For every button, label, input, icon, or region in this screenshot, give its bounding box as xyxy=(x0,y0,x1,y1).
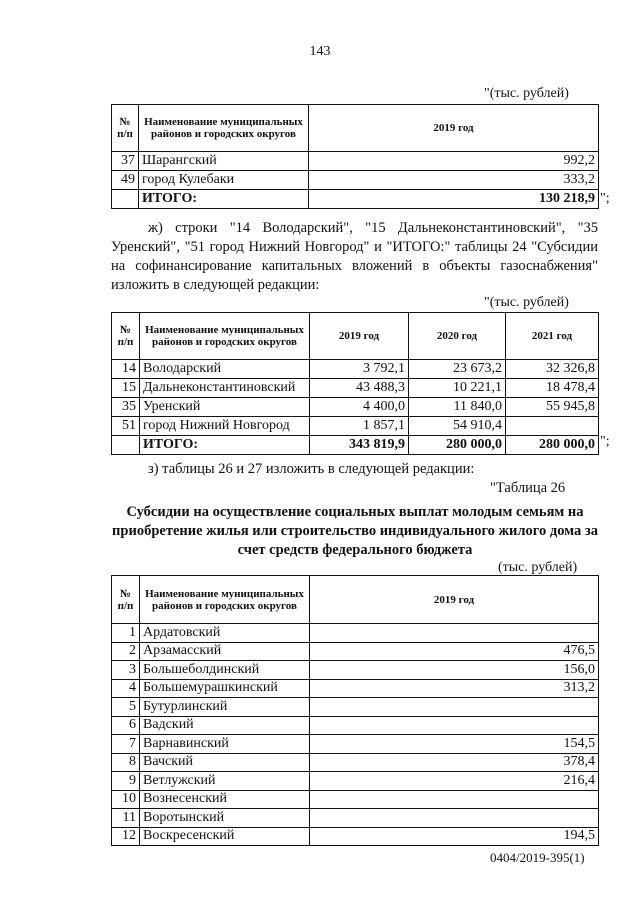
table-26-label: "Таблица 26 xyxy=(490,480,566,496)
table-row xyxy=(112,827,599,846)
table-26 xyxy=(111,575,599,846)
row-num: 4 xyxy=(112,679,140,698)
row-value-2019: 156,0 xyxy=(310,661,599,680)
row-num: 2 xyxy=(112,642,140,661)
row-num: 51 xyxy=(112,417,140,436)
row-name: Бутурлинский xyxy=(140,698,310,717)
unit-label-1: "(тыс. рублей) xyxy=(484,86,569,101)
row-name: Володарский xyxy=(140,360,310,379)
row-name: город Нижний Новгород xyxy=(140,417,310,436)
row-value-2019: 313,2 xyxy=(310,679,599,698)
row-num: 15 xyxy=(112,379,140,398)
row-name: Шарангский xyxy=(139,152,309,171)
table-row xyxy=(112,679,599,698)
row-num: 14 xyxy=(112,360,140,379)
row-value-2019 xyxy=(310,809,599,828)
table-2 xyxy=(111,312,599,455)
row-num: 8 xyxy=(112,753,140,772)
row-value-2020: 10 221,1 xyxy=(409,379,506,398)
row-name: Воротынский xyxy=(140,809,310,828)
total-row xyxy=(112,190,599,209)
table-row xyxy=(112,360,599,379)
row-value-2019 xyxy=(310,716,599,735)
header-2019: 2019 год xyxy=(310,313,409,360)
row-name: Ардатовский xyxy=(140,624,310,643)
total-value-2019: 343 819,9 xyxy=(310,436,409,455)
row-value-2019: 1 857,1 xyxy=(310,417,409,436)
table-row xyxy=(112,772,599,791)
row-name: город Кулебаки xyxy=(139,171,309,190)
row-num: 6 xyxy=(112,716,140,735)
page-number: 143 xyxy=(309,44,331,59)
total-label: ИТОГО: xyxy=(140,436,310,455)
row-num: 11 xyxy=(112,809,140,828)
table-header xyxy=(112,313,599,360)
row-name: Вадский xyxy=(140,716,310,735)
row-name: Большеболдинский xyxy=(140,661,310,680)
header-name: Наименование муниципальных районов и городских округов xyxy=(139,105,309,152)
row-value-2021: 18 478,4 xyxy=(506,379,599,398)
row-value-2020: 11 840,0 xyxy=(409,398,506,417)
row-name: Вознесенский xyxy=(140,790,310,809)
table-header xyxy=(112,105,599,152)
table-26-title: Субсидии на осуществление социальных выплат молодым семьям на приобретение жилья или строительство индивидуального жилого дома за счет средств федерального бюджета xyxy=(112,504,598,558)
row-value-2019: 992,2 xyxy=(309,152,599,171)
row-num: 35 xyxy=(112,398,140,417)
row-num xyxy=(112,436,140,455)
table-row xyxy=(112,809,599,828)
header-num: № п/п xyxy=(112,105,139,152)
row-name: Вачский xyxy=(140,753,310,772)
row-value-2019 xyxy=(310,790,599,809)
row-num: 3 xyxy=(112,661,140,680)
header-2019: 2019 год xyxy=(309,105,599,152)
row-value-2019 xyxy=(310,624,599,643)
row-num: 7 xyxy=(112,735,140,754)
row-num: 9 xyxy=(112,772,140,791)
table-row xyxy=(112,417,599,436)
row-num: 5 xyxy=(112,698,140,717)
document-code: 0404/2019-395(1) xyxy=(490,850,585,865)
row-value-2019: 216,4 xyxy=(310,772,599,791)
total-label: ИТОГО: xyxy=(139,190,309,209)
row-num: 1 xyxy=(112,624,140,643)
row-value-2021: 32 326,8 xyxy=(506,360,599,379)
total-value-2019: 130 218,9 xyxy=(309,190,599,209)
row-num: 12 xyxy=(112,827,140,846)
row-value-2019: 43 488,3 xyxy=(310,379,409,398)
row-num: 37 xyxy=(112,152,139,171)
header-num: № п/п xyxy=(112,313,140,360)
row-name: Воскресенский xyxy=(140,827,310,846)
paragraph-z: з) таблицы 26 и 27 изложить в следующей редакции: xyxy=(148,461,475,477)
table-row xyxy=(112,398,599,417)
total-row xyxy=(112,436,599,455)
row-value-2019: 4 400,0 xyxy=(310,398,409,417)
row-value-2021: 55 945,8 xyxy=(506,398,599,417)
table-row xyxy=(112,152,599,171)
table-row xyxy=(112,716,599,735)
row-value-2021 xyxy=(506,417,599,436)
row-num xyxy=(112,190,139,209)
table-row xyxy=(112,661,599,680)
paragraph-zh: ж) строки "14 Володарский", "15 Дальнеконстантиновский", "35 Уренский", "51 город Нижний Новгород" и "ИТОГО:" таблицы 24 "Субсидии на софинансирование капитальных вложений в объекты газоснабжения" изложить в следующей редакции: xyxy=(111,220,598,293)
row-name: Большемурашкинский xyxy=(140,679,310,698)
row-value-2019: 476,5 xyxy=(310,642,599,661)
row-num: 10 xyxy=(112,790,140,809)
row-name: Арзамасский xyxy=(140,642,310,661)
table-row xyxy=(112,642,599,661)
row-name: Ветлужский xyxy=(140,772,310,791)
header-2021: 2021 год xyxy=(506,313,599,360)
header-name: Наименование муниципальных районов и городских округов xyxy=(140,576,310,624)
table-row xyxy=(112,698,599,717)
unit-label-3: (тыс. рублей) xyxy=(498,560,578,575)
total-value-2020: 280 000,0 xyxy=(409,436,506,455)
header-name: Наименование муниципальных районов и городских округов xyxy=(140,313,310,360)
table-1-closing-quote: "; xyxy=(600,191,610,206)
table-row xyxy=(112,624,599,643)
row-value-2019: 333,2 xyxy=(309,171,599,190)
row-value-2019: 378,4 xyxy=(310,753,599,772)
table-1 xyxy=(111,104,599,209)
row-name: Уренский xyxy=(140,398,310,417)
row-value-2019: 194,5 xyxy=(310,827,599,846)
table-row xyxy=(112,379,599,398)
row-value-2020: 54 910,4 xyxy=(409,417,506,436)
row-num: 49 xyxy=(112,171,139,190)
header-num: № п/п xyxy=(112,576,140,624)
total-value-2021: 280 000,0 xyxy=(506,436,599,455)
table-header xyxy=(112,576,599,624)
table-row xyxy=(112,171,599,190)
row-name: Дальнеконстантиновский xyxy=(140,379,310,398)
table-row xyxy=(112,790,599,809)
row-name: Варнавинский xyxy=(140,735,310,754)
row-value-2019: 3 792,1 xyxy=(310,360,409,379)
header-2019: 2019 год xyxy=(310,576,599,624)
table-row xyxy=(112,753,599,772)
table-2-closing-quote: "; xyxy=(600,434,610,449)
header-2020: 2020 год xyxy=(409,313,506,360)
row-value-2019 xyxy=(310,698,599,717)
row-value-2020: 23 673,2 xyxy=(409,360,506,379)
unit-label-2: "(тыс. рублей) xyxy=(484,295,569,310)
row-value-2019: 154,5 xyxy=(310,735,599,754)
table-row xyxy=(112,735,599,754)
